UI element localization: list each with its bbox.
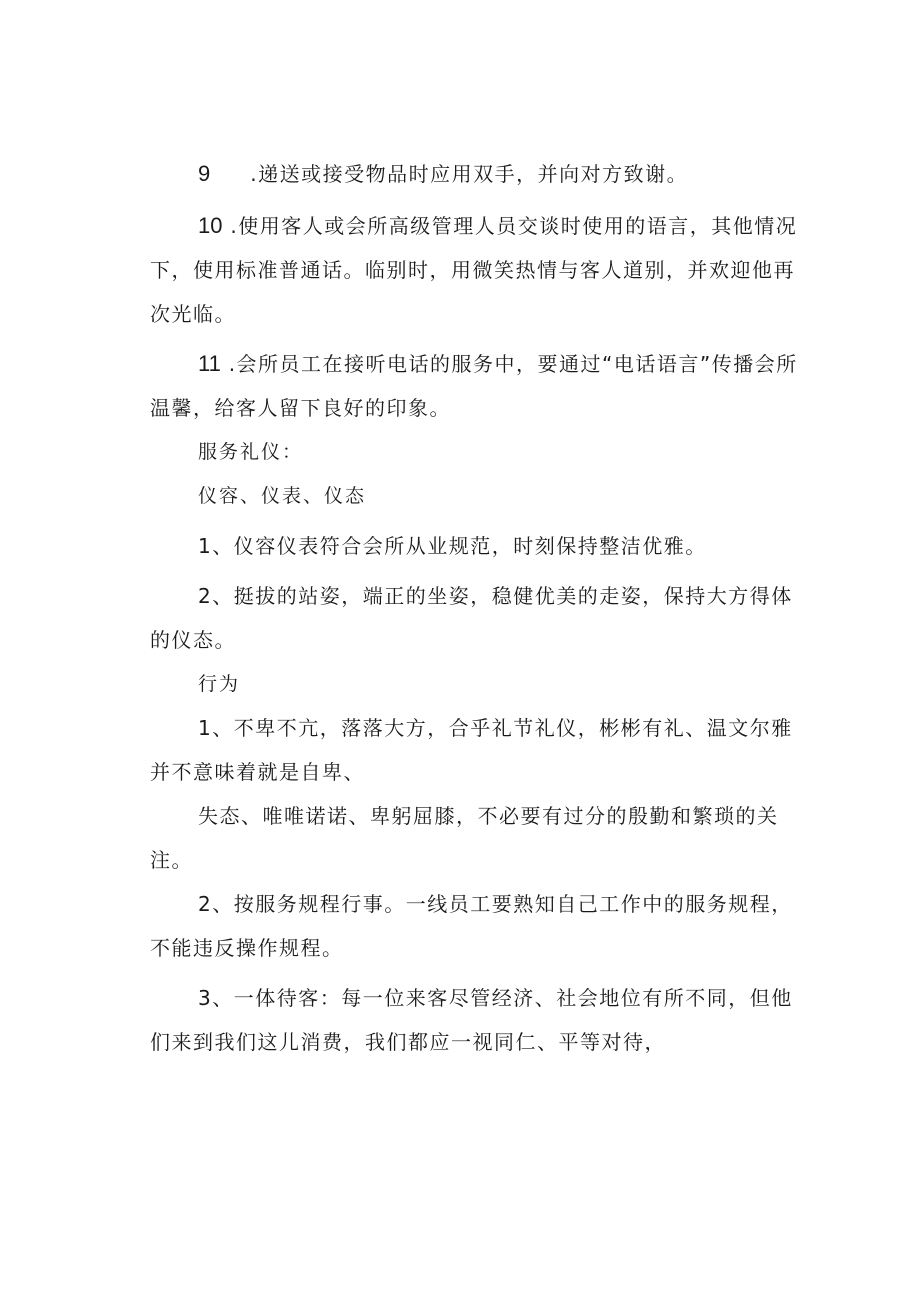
paragraph-number: 11	[198, 351, 221, 376]
paragraph-text: .使用客人或会所高级管理人员交谈时使用的语言，其他情况下，使用标准普通话。临别时，用微笑热情与客人道别，并欢迎他再次光临。	[150, 214, 798, 326]
paragraph-9	[150, 152, 802, 196]
subheading-behavior: 行为	[198, 673, 241, 695]
list-item-behavior-2: 2、按服务规程行事。一线员工要熟知自己工作中的服务规程，不能违反操作规程。	[150, 892, 793, 960]
list-item-behavior-1: 1、不卑不亢，落落大方，合乎礼节礼仪，彬彬有礼、温文尔雅并不意味着就是自卑、	[150, 716, 793, 784]
paragraph-11	[150, 342, 802, 430]
paragraph-number: 9	[198, 161, 211, 186]
paragraph-text: .会所员工在接听电话的服务中，要通过“电话语言”传播会所温馨，给客人留下良好的印象。	[150, 352, 798, 420]
document-body	[150, 152, 802, 1064]
subheading-appearance: 仪容、仪表、仪态	[198, 485, 367, 507]
list-item-appearance-1: 1、仪容仪表符合会所从业规范，时刻保持整洁优雅。	[198, 534, 707, 558]
list-item-behavior-1-continued: 失态、唯唯诺诺、卑躬屈膝，不必要有过分的殷勤和繁琐的关注。	[150, 804, 779, 872]
paragraph-10	[150, 204, 802, 336]
section-heading-service-etiquette: 服务礼仪：	[198, 441, 304, 463]
list-item-behavior-3: 3、一体待客：每一位来客尽管经济、社会地位有所不同，但他们来到我们这儿消费，我们都应一视同仁、平等对待，	[150, 986, 793, 1054]
paragraph-number: 10	[198, 213, 223, 238]
paragraph-text: .递送或接受物品时应用双手，并向对方致谢。	[250, 162, 689, 186]
list-item-appearance-2: 2、挺拔的站姿，端正的坐姿，稳健优美的走姿，保持大方得体的仪态。	[150, 584, 793, 652]
